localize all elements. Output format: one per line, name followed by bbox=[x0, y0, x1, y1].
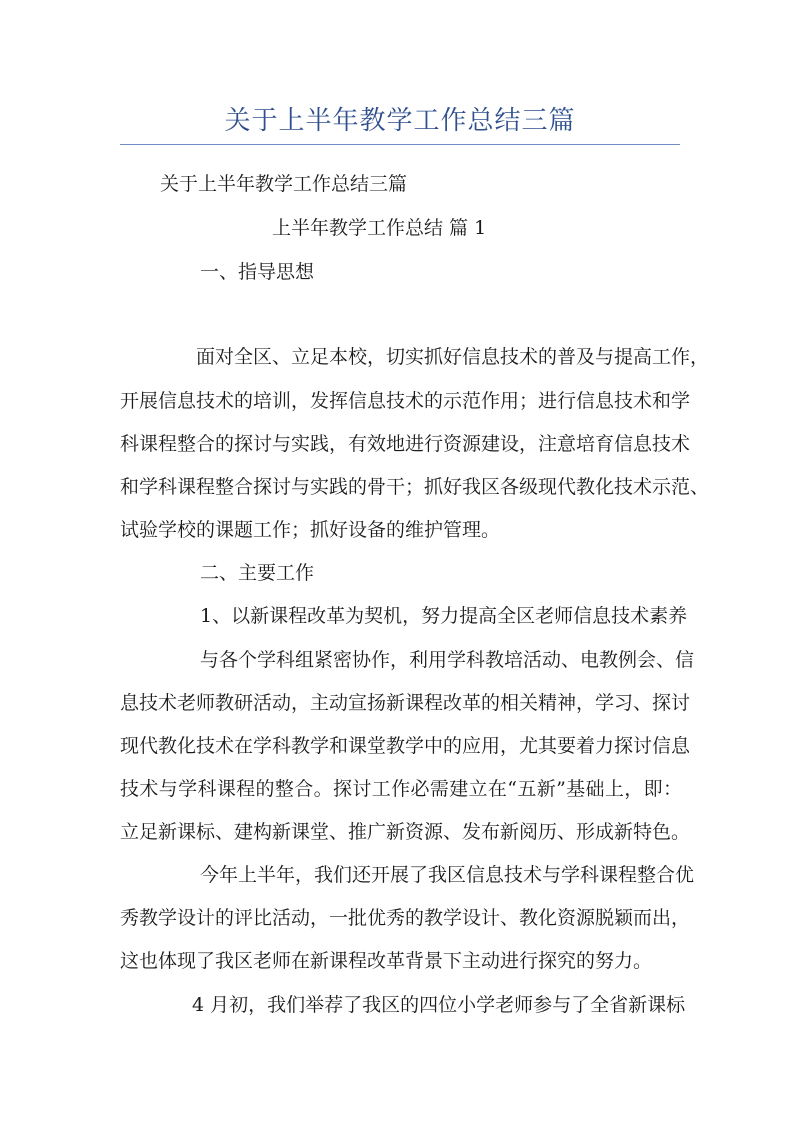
list-item-heading: 1、以新课程改革为契机，努力提高全区老师信息技术素养 bbox=[200, 605, 688, 627]
paragraph-line: 技术与学科课程的整合。探讨工作必需建立在“五新”基础上，即： bbox=[120, 778, 682, 800]
paragraph-line: 秀教学设计的评比活动，一批优秀的教学设计、教化资源脱颖而出， bbox=[120, 907, 691, 929]
paragraph-line: 与各个学科组紧密协作，利用学科教培活动、电教例会、信 bbox=[200, 649, 695, 671]
heading-main-work: 二、主要工作 bbox=[200, 562, 315, 584]
paragraph-line: 试验学校的课题工作；抓好设备的维护管理。 bbox=[120, 519, 501, 541]
document-subtitle: 关于上半年教学工作总结三篇 bbox=[160, 173, 408, 195]
heading-guiding-ideology: 一、指导思想 bbox=[200, 261, 315, 283]
paragraph-line: 立足新课标、建构新课堂、推广新资源、发布新阅历、形成新特色。 bbox=[120, 821, 691, 843]
section-title: 上半年教学工作总结 篇 1 bbox=[272, 217, 487, 239]
paragraph-line: 现代教化技术在学科教学和课堂教学中的应用，尤其要着力探讨信息 bbox=[120, 735, 691, 757]
paragraph-line: 这也体现了我区老师在新课程改革背景下主动进行探究的努力。 bbox=[120, 950, 653, 972]
paragraph-line: 科课程整合的探讨与实践，有效地进行资源建设，注意培育信息技术 bbox=[120, 433, 691, 455]
paragraph-line: 4 月初，我们举荐了我区的四位小学老师参与了全省新课标 bbox=[192, 994, 686, 1016]
document-title: 关于上半年教学工作总结三篇 bbox=[224, 106, 576, 136]
paragraph-line: 面对全区、立足本校，切实抓好信息技术的普及与提高工作， bbox=[196, 346, 710, 368]
paragraph-line: 息技术老师教研活动，主动宣扬新课程改革的相关精神，学习、探讨 bbox=[120, 692, 691, 714]
paragraph-line: 和学科课程整合探讨与实践的骨干；抓好我区各级现代教化技术示范、 bbox=[120, 476, 710, 498]
paragraph-line: 今年上半年，我们还开展了我区信息技术与学科课程整合优 bbox=[200, 864, 695, 886]
title-divider bbox=[120, 144, 680, 145]
paragraph-line: 开展信息技术的培训，发挥信息技术的示范作用；进行信息技术和学 bbox=[120, 390, 691, 412]
